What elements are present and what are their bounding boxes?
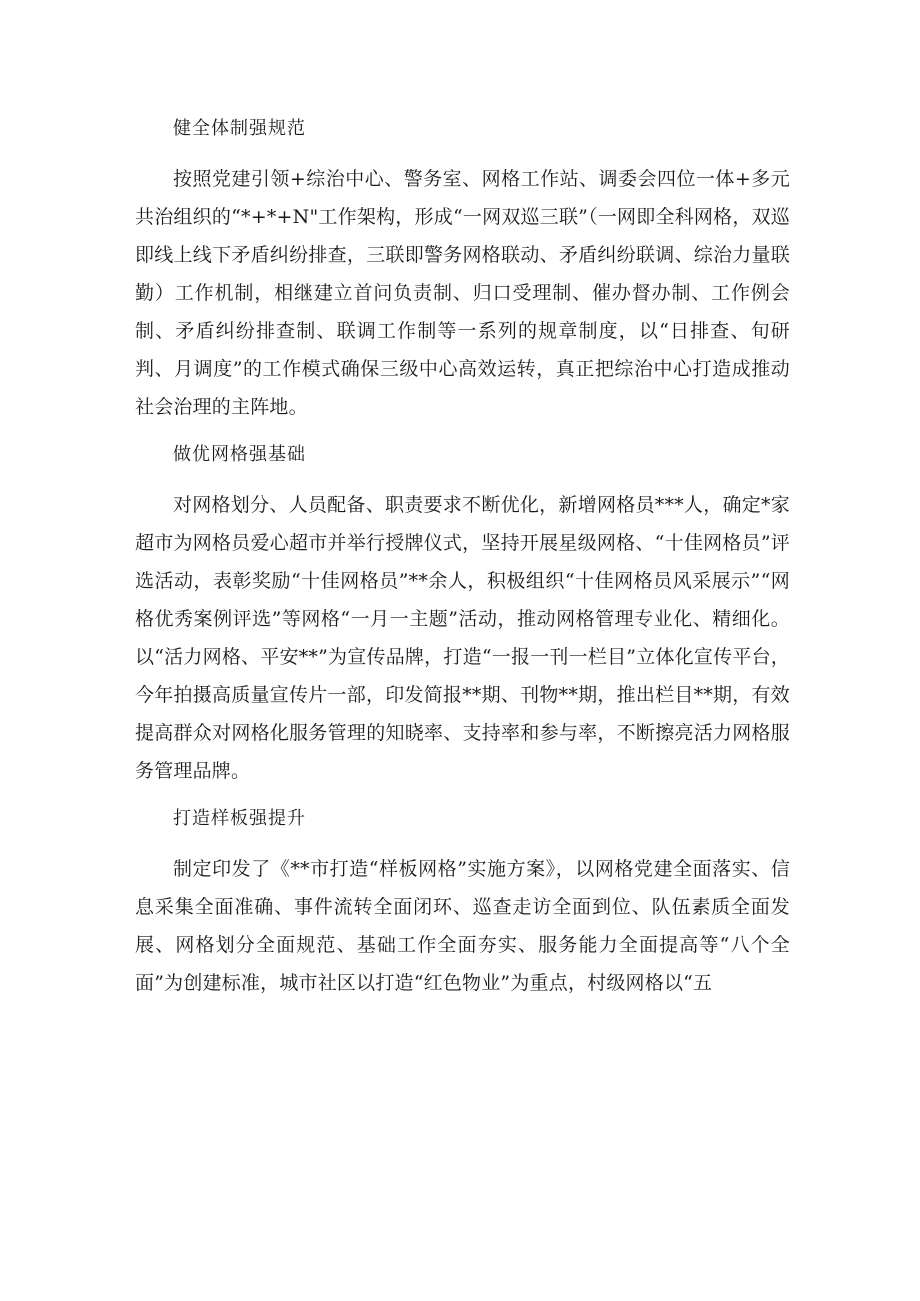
section-2-body: 对网格划分、人员配备、职责要求不断优化，新增网格员***人，确定*家超市为网格员爱心超市并举行授牌仪式，坚持开展星级网格、“十佳网格员”评选活动，表彰奖励“十佳网格员”**余人，积极组织“十佳网格员风采展示”“网格优秀案例评选”等网格“一月一主题”活动，推动网格管理专业化、精细化。以“活力网格、平安**”为宣传品牌，打造“一报一刊一栏目”立体化宣传平台，今年拍摄高质量宣传片一部，印发简报**期、刊物**期，推出栏目**期，有效提高群众对网格化服务管理的知晓率、支持率和参与率，不断擦亮活力网格服务管理品牌。 xyxy=(135,494,790,782)
section-2-heading: 做优网格强基础 xyxy=(173,444,306,465)
section-3-body: 制定印发了《**市打造“样板网格”实施方案》，以网格党建全面落实、信息采集全面准确、事件流转全面闭环、巡查走访全面到位、队伍素质全面发展、网格划分全面规范、基础工作全面夯实、服务能力全面提高等“八个全面”为创建标准，城市社区以打造“红色物业”为重点，村级网格以“五 xyxy=(135,858,790,994)
section-1-body: 按照党建引领+综治中心、警务室、网格工作站、调委会四位一体+多元共治组织的“*+*+N"工作架构，形成“一网双巡三联”（一网即全科网格，双巡即线上线下矛盾纠纷排查，三联即警务网格联动、矛盾纠纷联调、综治力量联勤）工作机制，相继建立首问负责制、归口受理制、催办督办制、工作例会制、矛盾纠纷排查制、联调工作制等一系列的规章制度，以“日排查、旬研判、月调度”的工作模式确保三级中心高效运转，真正把综治中心打造成推动社会治理的主阵地。 xyxy=(135,168,790,418)
document-page xyxy=(135,100,790,1012)
section-1-heading: 健全体制强规范 xyxy=(173,118,306,139)
section-3-heading: 打造样板强提升 xyxy=(173,808,306,829)
